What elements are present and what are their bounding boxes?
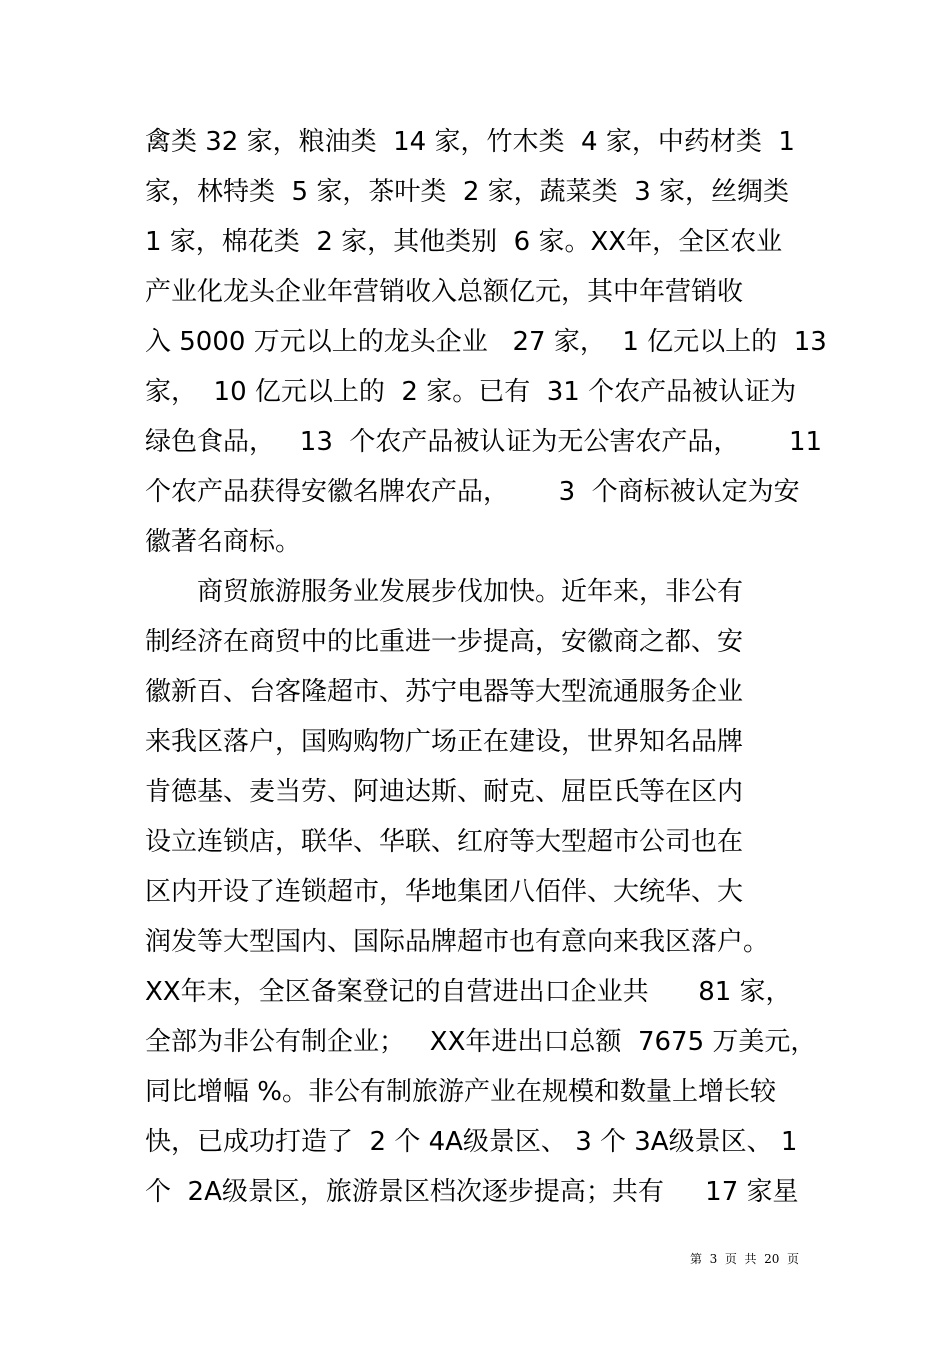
text-line: 徽著名商标。 bbox=[145, 527, 302, 557]
text-line: 徽新百、台客隆超市、苏宁电器等大型流通服务企业 bbox=[145, 677, 744, 707]
page-number-footer: 第 3 页 共 20 页 bbox=[690, 1252, 800, 1266]
text-line: 禽类 32 家，粮油类 14 家，竹木类 4 家，中药材类 1 bbox=[145, 127, 795, 157]
text-line: 家， 10 亿元以上的 2 家。已有 31 个农产品被认证为 bbox=[145, 377, 797, 407]
text-line: 入 5000 万元以上的龙头企业 27 家， 1 亿元以上的 13 bbox=[145, 327, 827, 357]
text-line: 家，林特类 5 家，茶叶类 2 家，蔬菜类 3 家，丝绸类 bbox=[145, 177, 790, 207]
text-line: 绿色食品， 13 个农产品被认证为无公害农产品， 11 bbox=[145, 427, 823, 457]
text-line: 个 2A级景区，旅游景区档次逐步提高；共有 17 家星 bbox=[145, 1177, 799, 1207]
text-line: 1 家，棉花类 2 家，其他类别 6 家。XX年，全区农业 bbox=[145, 227, 783, 257]
text-line: 肯德基、麦当劳、阿迪达斯、耐克、屈臣氏等在区内 bbox=[145, 777, 744, 807]
text-line: 快，已成功打造了 2 个 4A级景区、 3 个 3A级景区、 1 bbox=[145, 1127, 798, 1157]
text-line: 同比增幅 %。非公有制旅游产业在规模和数量上增长较 bbox=[145, 1077, 776, 1107]
text-line: 设立连锁店，联华、华联、红府等大型超市公司也在 bbox=[145, 827, 744, 857]
text-line: 个农产品获得安徽名牌农产品， 3 个商标被认定为安 bbox=[145, 477, 800, 507]
paragraph-start-line: 商贸旅游服务业发展步伐加快。近年来，非公有 bbox=[197, 577, 744, 607]
text-line: 区内开设了连锁超市，华地集团八佰伴、大统华、大 bbox=[145, 877, 744, 907]
text-line: 全部为非公有制企业； XX年进出口总额 7675 万美元， bbox=[145, 1027, 817, 1057]
text-line: 制经济在商贸中的比重进一步提高，安徽商之都、安 bbox=[145, 627, 744, 657]
text-line: 来我区落户，国购购物广场正在建设，世界知名品牌 bbox=[145, 727, 744, 757]
text-line: 产业化龙头企业年营销收入总额亿元，其中年营销收 bbox=[145, 277, 744, 307]
text-line: 润发等大型国内、国际品牌超市也有意向来我区落户。 bbox=[145, 927, 770, 957]
text-line: XX年末，全区备案登记的自营进出口企业共 81 家， bbox=[145, 977, 792, 1007]
